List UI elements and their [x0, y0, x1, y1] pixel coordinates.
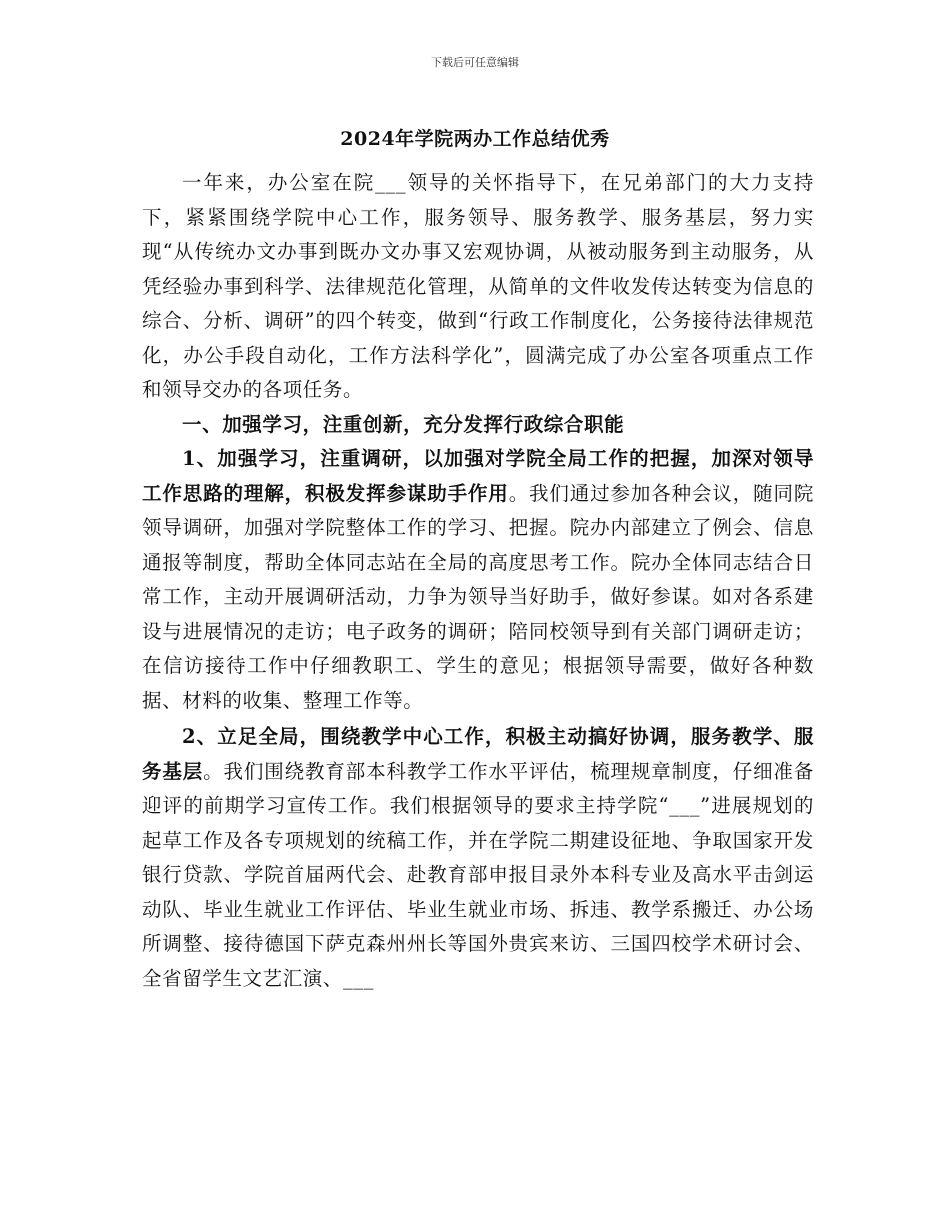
item-1-body: 。我们通过参加各种会议，随同院领导调研，加强对学院整体工作的学习、把握。院办内部建立了例会、信息通报等制度，帮助全体同志站在全局的高度思考工作。院办全体同志结合日常工作，主动开展调研活动，力争为领导当好助手，做好参谋。如对各系建设与进展情况的走访；电子政务的调研；陪同校领导到有关部门调研走访；在信访接待工作中仔细教职工、学生的意见；根据领导需要，做好各种数据、材料的收集、整理工作等。 [142, 481, 814, 712]
item-2-body: 。我们围绕教育部本科教学工作水平评估，梳理规章制度，仔细准备迎评的前期学习宣传工作。我们根据领导的要求主持学院“___”进展规划的起草工作及各专项规划的统稿工作，并在学院二期建设征地、争取国家开发银行贷款、学院首届两代会、赴教育部申报目录外本科专业及高水平击剑运动队、毕业生就业工作评估、毕业生就业市场、拆违、教学系搬迁、办公场所调整、接待德国下萨克森州州长等国外贵宾来访、三国四校学术研讨会、全省留学生文艺汇演、___ [142, 759, 814, 990]
item-2-lead: 2、立足全局，围绕教学中心工作，积极主动搞好协调，服务教学、服务基层 [142, 725, 814, 783]
page-header-note: 下载后可任意编辑 [431, 56, 519, 69]
section-heading: 一、加强学习，注重创新，充分发挥行政综合职能 [182, 412, 625, 436]
item-2-paragraph [142, 720, 814, 996]
document-title: 2024年学院两办工作总结优秀 [340, 128, 610, 150]
intro-paragraph: 一年来，办公室在院___领导的关怀指导下，在兄弟部门的大力支持下，紧紧围绕学院中心工作，服务领导、服务教学、服务基层，努力实现“从传统办文办事到既办文办事又宏观协调，从被动服务到主动服务，从凭经验办事到科学、法律规范化管理，从简单的文件收发传达转变为信息的综合、分析、调研”的四个转变，做到“行政工作制度化，公务接待法律规范化，办公手段自动化，工作方法科学化”，圆满完成了办公室各项重点工作和领导交办的各项任务。 [142, 171, 814, 401]
item-1-lead: 1、加强学习，注重调研，以加强对学院全局工作的把握，加深对领导工作思路的理解，积极发挥参谋助手作用 [142, 447, 814, 505]
document-body [142, 166, 814, 996]
item-1-paragraph [142, 442, 814, 718]
